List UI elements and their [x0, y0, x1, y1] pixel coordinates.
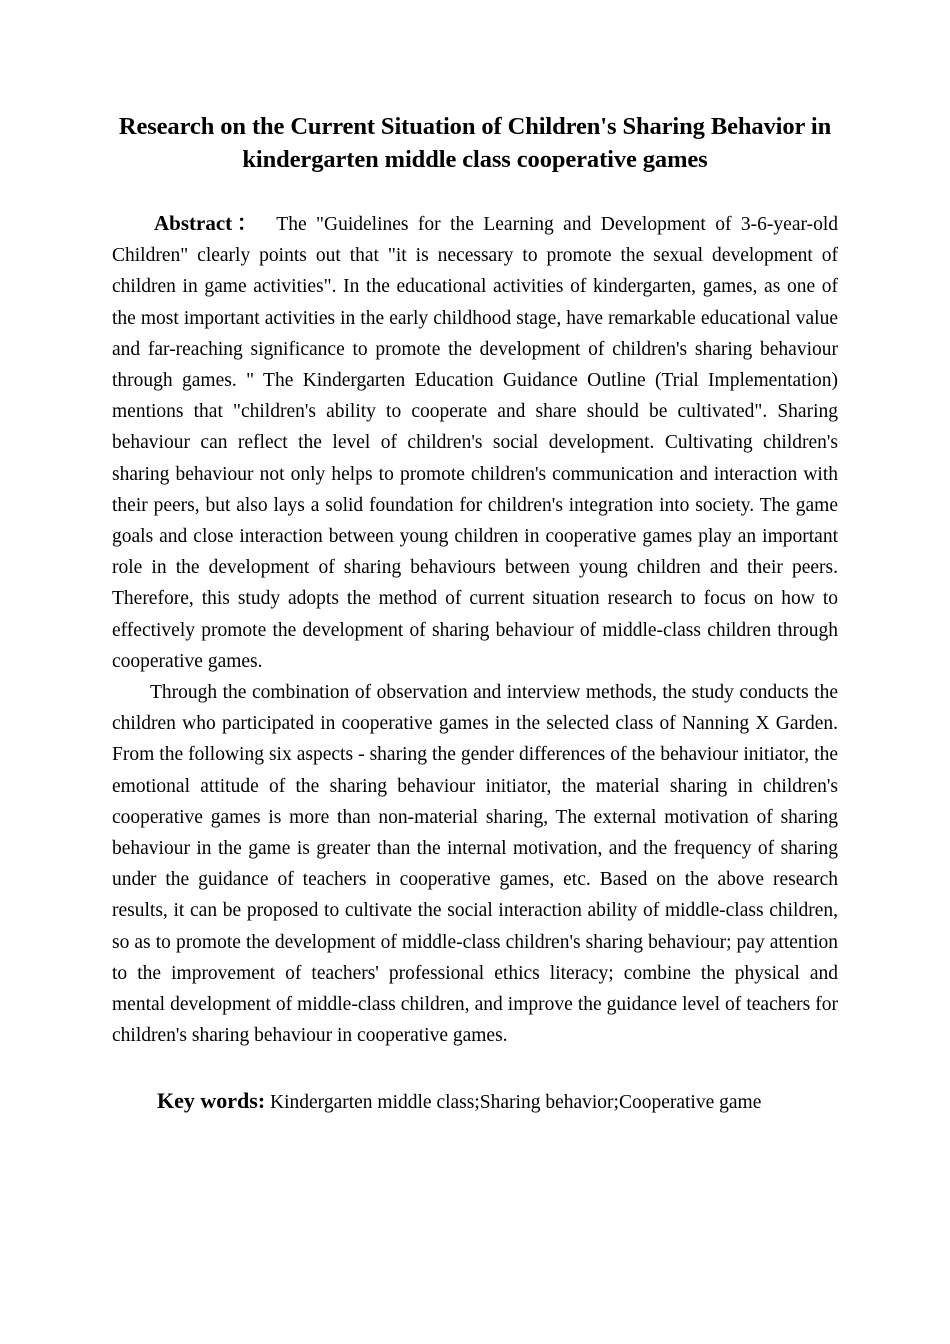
abstract-label: Abstract: [154, 211, 233, 235]
page-content: [112, 0, 838, 1119]
abstract-section: [112, 176, 838, 677]
keywords-section: [112, 1051, 838, 1118]
abstract-text: The "Guidelines for the Learning and Development of 3-6-year-old Children" clearly points out that "it is necessary to promote the sexual development of children in game activities". In the educational activities of kindergarten, games, as one of the most important activities in the early childhood stage, have remarkable educational value and far-reaching significance to promote the development of children's sharing behaviour through games. " The Kindergarten Education Guidance Outline (Trial Implementation) mentions that "children's ability to cooperate and share should be cultivated". Sharing behaviour can reflect the level of children's social development. Cultivating children's sharing behaviour not only helps to promote children's communication and interaction with their peers, but also lays a solid foundation for children's integration into society. The game goals and close interaction between young children in cooperative games play an important role in the development of sharing behaviours between young children and their peers. Therefore, this study adopts the method of current situation research to focus on how to effectively promote the development of sharing behaviour of middle-class children through cooperative games.: [112, 214, 838, 672]
abstract-colon: ：: [232, 211, 263, 235]
keywords-value: Kindergarten middle class;Sharing behavior;Cooperative game: [270, 1092, 762, 1114]
keywords-label: Key words:: [157, 1088, 266, 1114]
abstract-paragraph: [112, 208, 838, 677]
methods-paragraph: Through the combination of observation and interview methods, the study conducts the children who participated in cooperative games in the selected class of Nanning X Garden. From the following six aspects - sharing the gender differences of the behaviour initiator, the emotional attitude of the sharing behaviour initiator, the material sharing in children's cooperative games is more than non-material sharing, The external motivation of sharing behaviour in the game is greater than the internal motivation, and the frequency of sharing under the guidance of teachers in cooperative games, etc. Based on the above research results, it can be proposed to cultivate the social interaction ability of middle-class children, so as to promote the development of middle-class children's sharing behaviour; pay attention to the improvement of teachers' professional ethics literacy; combine the physical and mental development of middle-class children, and improve the guidance level of teachers for children's sharing behaviour in cooperative games.: [112, 682, 838, 1047]
page-title: Research on the Current Situation of Children's Sharing Behavior in kindergarten middle class cooperative games: [118, 113, 832, 173]
